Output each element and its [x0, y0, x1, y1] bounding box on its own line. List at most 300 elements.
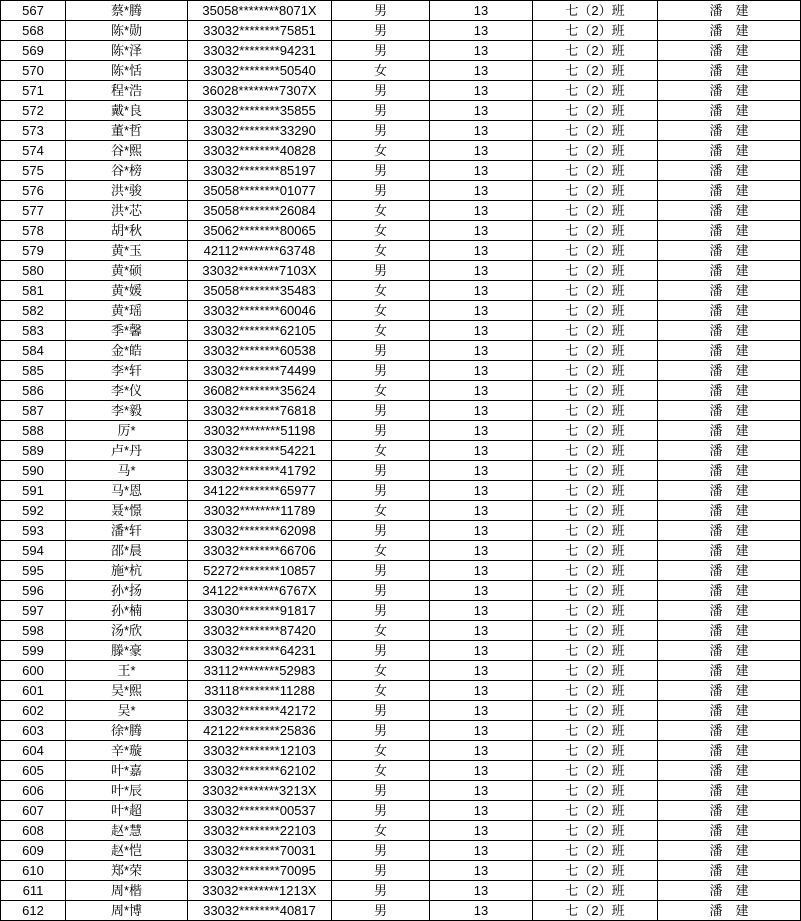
- cell-row_number: 579: [1, 241, 66, 261]
- table-row: [1, 801, 801, 821]
- cell-row_number: 569: [1, 41, 66, 61]
- cell-age: 13: [430, 301, 533, 321]
- cell-gender: 男: [332, 901, 430, 921]
- cell-student_name: 邵*晨: [66, 541, 188, 561]
- cell-gender: 女: [332, 541, 430, 561]
- table-row: [1, 521, 801, 541]
- cell-id_number: 33032********75851: [188, 21, 332, 41]
- cell-gender: 女: [332, 821, 430, 841]
- cell-gender: 男: [332, 641, 430, 661]
- cell-gender: 男: [332, 161, 430, 181]
- cell-row_number: 606: [1, 781, 66, 801]
- cell-class_name: 七（2）班: [533, 1, 658, 21]
- cell-class_name: 七（2）班: [533, 141, 658, 161]
- cell-class_name: 七（2）班: [533, 61, 658, 81]
- cell-gender: 男: [332, 481, 430, 501]
- cell-id_number: 33032********62105: [188, 321, 332, 341]
- cell-age: 13: [430, 41, 533, 61]
- table-row: [1, 261, 801, 281]
- cell-student_name: 金*皓: [66, 341, 188, 361]
- cell-id_number: 33032********66706: [188, 541, 332, 561]
- cell-id_number: 33032********3213X: [188, 781, 332, 801]
- cell-teacher: 潘 建: [658, 741, 801, 761]
- cell-teacher: 潘 建: [658, 421, 801, 441]
- cell-gender: 女: [332, 201, 430, 221]
- cell-class_name: 七（2）班: [533, 181, 658, 201]
- cell-row_number: 586: [1, 381, 66, 401]
- cell-row_number: 572: [1, 101, 66, 121]
- cell-class_name: 七（2）班: [533, 101, 658, 121]
- cell-row_number: 567: [1, 1, 66, 21]
- cell-age: 13: [430, 521, 533, 541]
- cell-class_name: 七（2）班: [533, 801, 658, 821]
- cell-teacher: 潘 建: [658, 861, 801, 881]
- cell-age: 13: [430, 741, 533, 761]
- table-row: [1, 241, 801, 261]
- cell-class_name: 七（2）班: [533, 721, 658, 741]
- cell-gender: 男: [332, 461, 430, 481]
- cell-gender: 男: [332, 701, 430, 721]
- table-row: [1, 441, 801, 461]
- cell-student_name: 潘*轩: [66, 521, 188, 541]
- cell-gender: 男: [332, 401, 430, 421]
- cell-teacher: 潘 建: [658, 181, 801, 201]
- cell-student_name: 叶*辰: [66, 781, 188, 801]
- cell-teacher: 潘 建: [658, 761, 801, 781]
- cell-class_name: 七（2）班: [533, 301, 658, 321]
- cell-teacher: 潘 建: [658, 1, 801, 21]
- cell-student_name: 黄*媛: [66, 281, 188, 301]
- cell-student_name: 李*轩: [66, 361, 188, 381]
- cell-class_name: 七（2）班: [533, 201, 658, 221]
- cell-class_name: 七（2）班: [533, 481, 658, 501]
- cell-class_name: 七（2）班: [533, 261, 658, 281]
- cell-student_name: 洪*芯: [66, 201, 188, 221]
- cell-row_number: 571: [1, 81, 66, 101]
- cell-gender: 男: [332, 421, 430, 441]
- cell-age: 13: [430, 461, 533, 481]
- cell-id_number: 33032********22103: [188, 821, 332, 841]
- cell-id_number: 33030********91817: [188, 601, 332, 621]
- table-row: [1, 401, 801, 421]
- cell-teacher: 潘 建: [658, 101, 801, 121]
- cell-student_name: 叶*嘉: [66, 761, 188, 781]
- cell-teacher: 潘 建: [658, 881, 801, 901]
- table-row: [1, 1, 801, 21]
- table-row: [1, 301, 801, 321]
- cell-id_number: 34122********6767X: [188, 581, 332, 601]
- cell-row_number: 577: [1, 201, 66, 221]
- cell-age: 13: [430, 661, 533, 681]
- cell-gender: 女: [332, 501, 430, 521]
- cell-row_number: 594: [1, 541, 66, 561]
- cell-class_name: 七（2）班: [533, 521, 658, 541]
- cell-gender: 女: [332, 761, 430, 781]
- cell-class_name: 七（2）班: [533, 321, 658, 341]
- cell-teacher: 潘 建: [658, 21, 801, 41]
- cell-class_name: 七（2）班: [533, 701, 658, 721]
- table-row: [1, 361, 801, 381]
- cell-class_name: 七（2）班: [533, 441, 658, 461]
- cell-teacher: 潘 建: [658, 461, 801, 481]
- cell-gender: 男: [332, 41, 430, 61]
- cell-class_name: 七（2）班: [533, 641, 658, 661]
- table-row: [1, 541, 801, 561]
- cell-id_number: 33032********94231: [188, 41, 332, 61]
- cell-teacher: 潘 建: [658, 81, 801, 101]
- cell-class_name: 七（2）班: [533, 121, 658, 141]
- cell-id_number: 33032********41792: [188, 461, 332, 481]
- table-row: [1, 481, 801, 501]
- cell-row_number: 600: [1, 661, 66, 681]
- cell-class_name: 七（2）班: [533, 581, 658, 601]
- table-row: [1, 581, 801, 601]
- cell-row_number: 574: [1, 141, 66, 161]
- cell-row_number: 573: [1, 121, 66, 141]
- cell-gender: 男: [332, 581, 430, 601]
- cell-age: 13: [430, 561, 533, 581]
- cell-class_name: 七（2）班: [533, 621, 658, 641]
- cell-id_number: 35058********01077: [188, 181, 332, 201]
- cell-age: 13: [430, 861, 533, 881]
- cell-id_number: 42112********63748: [188, 241, 332, 261]
- cell-row_number: 581: [1, 281, 66, 301]
- cell-gender: 男: [332, 81, 430, 101]
- cell-teacher: 潘 建: [658, 301, 801, 321]
- cell-student_name: 孙*扬: [66, 581, 188, 601]
- cell-row_number: 576: [1, 181, 66, 201]
- cell-gender: 女: [332, 301, 430, 321]
- cell-teacher: 潘 建: [658, 501, 801, 521]
- cell-age: 13: [430, 781, 533, 801]
- cell-class_name: 七（2）班: [533, 281, 658, 301]
- table-row: [1, 881, 801, 901]
- table-row: [1, 101, 801, 121]
- cell-gender: 男: [332, 841, 430, 861]
- cell-teacher: 潘 建: [658, 161, 801, 181]
- cell-class_name: 七（2）班: [533, 601, 658, 621]
- table-row: [1, 381, 801, 401]
- cell-gender: 男: [332, 861, 430, 881]
- table-row: [1, 641, 801, 661]
- cell-id_number: 52272********10857: [188, 561, 332, 581]
- cell-teacher: 潘 建: [658, 341, 801, 361]
- cell-class_name: 七（2）班: [533, 861, 658, 881]
- cell-age: 13: [430, 181, 533, 201]
- cell-gender: 女: [332, 241, 430, 261]
- cell-row_number: 598: [1, 621, 66, 641]
- cell-row_number: 597: [1, 601, 66, 621]
- cell-id_number: 33032********35855: [188, 101, 332, 121]
- cell-row_number: 610: [1, 861, 66, 881]
- cell-class_name: 七（2）班: [533, 561, 658, 581]
- cell-student_name: 赵*慧: [66, 821, 188, 841]
- cell-student_name: 孙*楠: [66, 601, 188, 621]
- cell-row_number: 585: [1, 361, 66, 381]
- cell-age: 13: [430, 481, 533, 501]
- cell-teacher: 潘 建: [658, 661, 801, 681]
- cell-student_name: 谷*熙: [66, 141, 188, 161]
- cell-class_name: 七（2）班: [533, 381, 658, 401]
- cell-student_name: 王*: [66, 661, 188, 681]
- cell-gender: 女: [332, 681, 430, 701]
- cell-gender: 男: [332, 601, 430, 621]
- cell-age: 13: [430, 881, 533, 901]
- cell-gender: 男: [332, 881, 430, 901]
- cell-age: 13: [430, 501, 533, 521]
- cell-teacher: 潘 建: [658, 221, 801, 241]
- cell-age: 13: [430, 201, 533, 221]
- cell-student_name: 黄*瑶: [66, 301, 188, 321]
- cell-row_number: 583: [1, 321, 66, 341]
- cell-student_name: 汤*欣: [66, 621, 188, 641]
- cell-gender: 男: [332, 561, 430, 581]
- cell-class_name: 七（2）班: [533, 661, 658, 681]
- table-row: [1, 701, 801, 721]
- cell-id_number: 33032********40828: [188, 141, 332, 161]
- cell-id_number: 33032********12103: [188, 741, 332, 761]
- cell-teacher: 潘 建: [658, 621, 801, 641]
- cell-teacher: 潘 建: [658, 481, 801, 501]
- cell-id_number: 33112********52983: [188, 661, 332, 681]
- cell-class_name: 七（2）班: [533, 81, 658, 101]
- cell-class_name: 七（2）班: [533, 161, 658, 181]
- cell-gender: 男: [332, 261, 430, 281]
- cell-student_name: 马*: [66, 461, 188, 481]
- cell-teacher: 潘 建: [658, 401, 801, 421]
- cell-row_number: 603: [1, 721, 66, 741]
- cell-student_name: 董*哲: [66, 121, 188, 141]
- cell-id_number: 35062********80065: [188, 221, 332, 241]
- table-row: [1, 41, 801, 61]
- cell-student_name: 徐*腾: [66, 721, 188, 741]
- cell-age: 13: [430, 241, 533, 261]
- cell-row_number: 611: [1, 881, 66, 901]
- cell-id_number: 33032********60538: [188, 341, 332, 361]
- cell-gender: 女: [332, 321, 430, 341]
- cell-teacher: 潘 建: [658, 521, 801, 541]
- table-row: [1, 81, 801, 101]
- cell-gender: 男: [332, 721, 430, 741]
- cell-id_number: 33032********50540: [188, 61, 332, 81]
- cell-row_number: 587: [1, 401, 66, 421]
- cell-student_name: 聂*憬: [66, 501, 188, 521]
- table-row: [1, 201, 801, 221]
- cell-row_number: 580: [1, 261, 66, 281]
- cell-class_name: 七（2）班: [533, 341, 658, 361]
- cell-student_name: 厉*: [66, 421, 188, 441]
- table-row: [1, 341, 801, 361]
- cell-row_number: 601: [1, 681, 66, 701]
- cell-class_name: 七（2）班: [533, 401, 658, 421]
- cell-gender: 女: [332, 741, 430, 761]
- cell-gender: 女: [332, 141, 430, 161]
- table-row: [1, 501, 801, 521]
- cell-student_name: 陈*勋: [66, 21, 188, 41]
- cell-row_number: 607: [1, 801, 66, 821]
- cell-age: 13: [430, 761, 533, 781]
- cell-row_number: 612: [1, 901, 66, 921]
- cell-id_number: 33032********87420: [188, 621, 332, 641]
- cell-age: 13: [430, 361, 533, 381]
- cell-class_name: 七（2）班: [533, 841, 658, 861]
- cell-class_name: 七（2）班: [533, 761, 658, 781]
- cell-id_number: 33032********1213X: [188, 881, 332, 901]
- cell-gender: 女: [332, 661, 430, 681]
- cell-student_name: 周*楷: [66, 881, 188, 901]
- cell-row_number: 604: [1, 741, 66, 761]
- table-row: [1, 741, 801, 761]
- cell-id_number: 33032********74499: [188, 361, 332, 381]
- cell-student_name: 卢*丹: [66, 441, 188, 461]
- cell-class_name: 七（2）班: [533, 501, 658, 521]
- cell-id_number: 33032********00537: [188, 801, 332, 821]
- cell-age: 13: [430, 141, 533, 161]
- cell-gender: 男: [332, 181, 430, 201]
- cell-teacher: 潘 建: [658, 201, 801, 221]
- cell-row_number: 570: [1, 61, 66, 81]
- cell-id_number: 33032********70031: [188, 841, 332, 861]
- cell-class_name: 七（2）班: [533, 541, 658, 561]
- cell-student_name: 程*浩: [66, 81, 188, 101]
- cell-row_number: 596: [1, 581, 66, 601]
- cell-gender: 女: [332, 61, 430, 81]
- cell-gender: 女: [332, 621, 430, 641]
- table-row: [1, 141, 801, 161]
- cell-class_name: 七（2）班: [533, 881, 658, 901]
- student-table-body: [1, 1, 801, 921]
- cell-age: 13: [430, 21, 533, 41]
- cell-student_name: 季*馨: [66, 321, 188, 341]
- cell-teacher: 潘 建: [658, 801, 801, 821]
- cell-id_number: 36082********35624: [188, 381, 332, 401]
- cell-student_name: 李*仪: [66, 381, 188, 401]
- cell-age: 13: [430, 1, 533, 21]
- cell-gender: 男: [332, 21, 430, 41]
- cell-age: 13: [430, 101, 533, 121]
- cell-row_number: 608: [1, 821, 66, 841]
- cell-class_name: 七（2）班: [533, 241, 658, 261]
- cell-teacher: 潘 建: [658, 821, 801, 841]
- cell-gender: 男: [332, 1, 430, 21]
- table-row: [1, 621, 801, 641]
- cell-age: 13: [430, 901, 533, 921]
- cell-teacher: 潘 建: [658, 281, 801, 301]
- cell-student_name: 陈*泽: [66, 41, 188, 61]
- cell-row_number: 593: [1, 521, 66, 541]
- cell-age: 13: [430, 401, 533, 421]
- cell-row_number: 609: [1, 841, 66, 861]
- table-row: [1, 221, 801, 241]
- cell-row_number: 582: [1, 301, 66, 321]
- cell-teacher: 潘 建: [658, 141, 801, 161]
- table-row: [1, 861, 801, 881]
- cell-gender: 女: [332, 441, 430, 461]
- cell-row_number: 584: [1, 341, 66, 361]
- cell-age: 13: [430, 541, 533, 561]
- cell-teacher: 潘 建: [658, 561, 801, 581]
- cell-teacher: 潘 建: [658, 841, 801, 861]
- cell-id_number: 35058********26084: [188, 201, 332, 221]
- cell-class_name: 七（2）班: [533, 741, 658, 761]
- cell-teacher: 潘 建: [658, 781, 801, 801]
- table-row: [1, 281, 801, 301]
- cell-student_name: 陈*恬: [66, 61, 188, 81]
- table-row: [1, 161, 801, 181]
- table-row: [1, 721, 801, 741]
- cell-student_name: 滕*豪: [66, 641, 188, 661]
- cell-age: 13: [430, 341, 533, 361]
- table-row: [1, 781, 801, 801]
- cell-age: 13: [430, 261, 533, 281]
- table-row: [1, 841, 801, 861]
- cell-id_number: 35058********8071X: [188, 1, 332, 21]
- cell-class_name: 七（2）班: [533, 461, 658, 481]
- cell-id_number: 33032********64231: [188, 641, 332, 661]
- cell-id_number: 33032********70095: [188, 861, 332, 881]
- cell-teacher: 潘 建: [658, 601, 801, 621]
- cell-teacher: 潘 建: [658, 321, 801, 341]
- table-row: [1, 321, 801, 341]
- cell-class_name: 七（2）班: [533, 681, 658, 701]
- cell-teacher: 潘 建: [658, 61, 801, 81]
- cell-age: 13: [430, 61, 533, 81]
- cell-class_name: 七（2）班: [533, 361, 658, 381]
- cell-age: 13: [430, 381, 533, 401]
- cell-row_number: 589: [1, 441, 66, 461]
- cell-id_number: 35058********35483: [188, 281, 332, 301]
- cell-id_number: 33032********62098: [188, 521, 332, 541]
- cell-age: 13: [430, 321, 533, 341]
- cell-teacher: 潘 建: [658, 381, 801, 401]
- cell-id_number: 33032********62102: [188, 761, 332, 781]
- table-row: [1, 601, 801, 621]
- cell-student_name: 谷*榜: [66, 161, 188, 181]
- cell-id_number: 33118********11288: [188, 681, 332, 701]
- cell-id_number: 33032********7103X: [188, 261, 332, 281]
- cell-age: 13: [430, 441, 533, 461]
- cell-teacher: 潘 建: [658, 641, 801, 661]
- cell-teacher: 潘 建: [658, 121, 801, 141]
- cell-class_name: 七（2）班: [533, 421, 658, 441]
- table-row: [1, 661, 801, 681]
- cell-class_name: 七（2）班: [533, 821, 658, 841]
- cell-age: 13: [430, 281, 533, 301]
- cell-student_name: 戴*良: [66, 101, 188, 121]
- table-row: [1, 181, 801, 201]
- cell-class_name: 七（2）班: [533, 901, 658, 921]
- table-row: [1, 61, 801, 81]
- cell-student_name: 胡*秋: [66, 221, 188, 241]
- cell-student_name: 施*杭: [66, 561, 188, 581]
- cell-id_number: 33032********54221: [188, 441, 332, 461]
- cell-id_number: 33032********51198: [188, 421, 332, 441]
- cell-age: 13: [430, 221, 533, 241]
- table-row: [1, 461, 801, 481]
- cell-student_name: 叶*超: [66, 801, 188, 821]
- cell-teacher: 潘 建: [658, 261, 801, 281]
- cell-row_number: 578: [1, 221, 66, 241]
- cell-student_name: 蔡*腾: [66, 1, 188, 21]
- cell-teacher: 潘 建: [658, 901, 801, 921]
- cell-row_number: 602: [1, 701, 66, 721]
- cell-age: 13: [430, 821, 533, 841]
- cell-age: 13: [430, 841, 533, 861]
- table-row: [1, 561, 801, 581]
- cell-teacher: 潘 建: [658, 581, 801, 601]
- cell-age: 13: [430, 801, 533, 821]
- cell-age: 13: [430, 701, 533, 721]
